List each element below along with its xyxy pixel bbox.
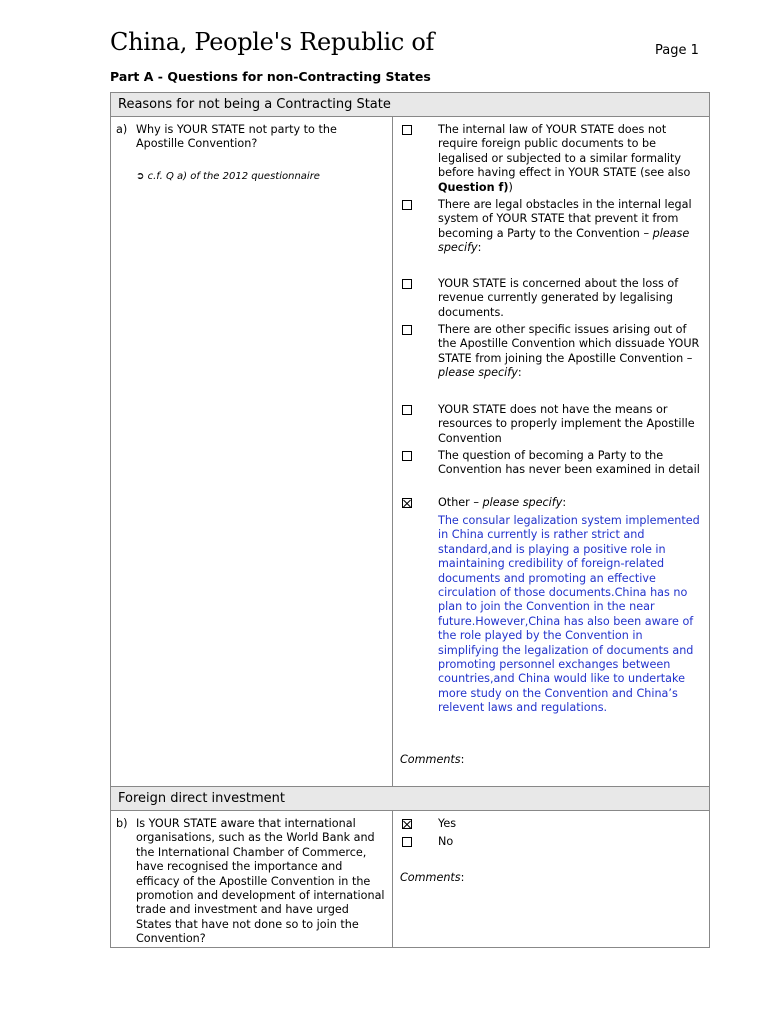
section-heading: Reasons for not being a Contracting State	[111, 93, 709, 117]
checkbox-other-checked[interactable]	[402, 498, 412, 508]
questionnaire-reference: ➲ c.f. Q a) of the 2012 questionnaire	[136, 171, 320, 182]
question-label: a)	[116, 123, 128, 136]
checkbox-no[interactable]	[402, 837, 412, 847]
option-other: Other – please specify:	[438, 496, 567, 509]
page-number: Page 1	[655, 43, 699, 58]
checkbox-legal-obstacles[interactable]	[402, 200, 412, 210]
option-never-examined: The question of becoming a Party to the Convention has never been examined in detail	[438, 449, 700, 477]
question-text: Is YOUR STATE aware that international organisations, such as the World Bank and the International Chamber of Commerce, have recognised the importance and efficacy of the Apostille Convention in the promotion and development of international trade and investment and have urged States that have not done so to join the Convention?	[136, 817, 385, 946]
question-label: b)	[116, 817, 128, 830]
option-no: No	[438, 835, 454, 848]
comments-label: Comments:	[400, 871, 465, 884]
checkbox-internal-law[interactable]	[402, 125, 412, 135]
checkbox-never-examined[interactable]	[402, 451, 412, 461]
checkbox-other-issues[interactable]	[402, 325, 412, 335]
reasons-table	[110, 92, 710, 787]
question-b-row	[111, 811, 709, 947]
option-yes: Yes	[438, 817, 457, 830]
option-other-issues: There are other specific issues arising out of the Apostille Convention which dissuade YOUR STATE from joining the Apostille Convention – please specify:	[438, 323, 700, 380]
question-text: Why is YOUR STATE not party to the Apostille Convention?	[136, 123, 337, 151]
checkbox-yes[interactable]	[402, 819, 412, 829]
section-heading: Foreign direct investment	[111, 787, 709, 811]
question-a-row	[111, 117, 709, 786]
option-legal-obstacles: There are legal obstacles in the internal legal system of YOUR STATE that prevent it from becoming a Party to the Convention – please specify:	[438, 198, 692, 255]
arrow-icon: ➲	[136, 171, 145, 182]
checkbox-revenue-loss[interactable]	[402, 279, 412, 289]
answer-text: The consular legalization system implemented in China currently is rather strict and standard,and is playing a positive role in maintaining credibility of foreign-related documents and promoting an effective circulation of those documents.China has no plan to join the Convention in the near future.However,China has also been aware of the role played by the Convention in simplifying the legalization of documents and promoting personnel exchanges between countries,and China would like to undertake more study on the Convention and China’s relevent laws and regulations.	[438, 514, 700, 715]
option-internal-law: The internal law of YOUR STATE does not require foreign public documents to be legalised or subjected to a similar formality before having effect in YOUR STATE (see also Question f))	[438, 123, 691, 194]
part-heading: Part A - Questions for non-Contracting States	[110, 69, 431, 84]
document-title: China, People's Republic of	[110, 28, 435, 56]
option-no-resources: YOUR STATE does not have the means or resources to properly implement the Apostille Convention	[438, 403, 695, 445]
option-revenue-loss: YOUR STATE is concerned about the loss of revenue currently generated by legalising documents.	[438, 277, 679, 319]
checkbox-no-resources[interactable]	[402, 405, 412, 415]
investment-table	[110, 786, 710, 948]
comments-label: Comments:	[400, 753, 465, 766]
